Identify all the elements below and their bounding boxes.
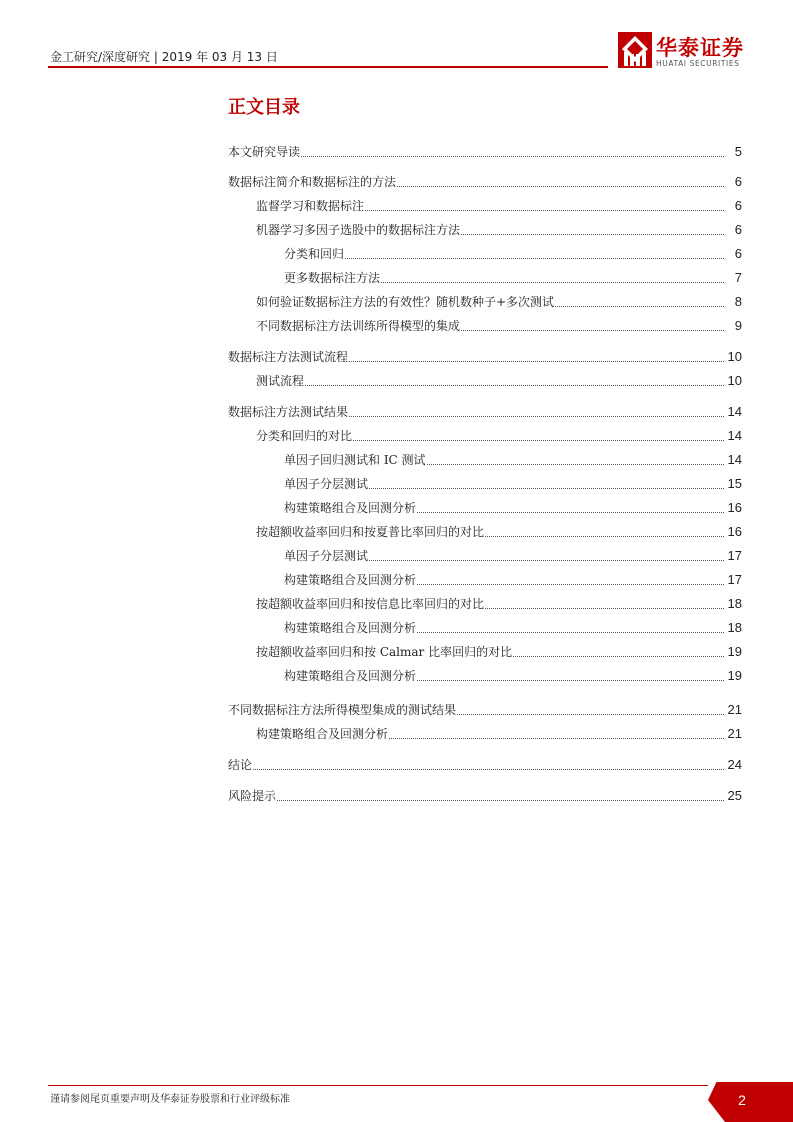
toc-entry-page: 6 [734, 246, 742, 261]
toc-entry[interactable] [284, 667, 742, 685]
toc-entry[interactable] [256, 595, 742, 613]
toc-entry[interactable] [228, 756, 742, 774]
toc-entry-label: 构建策略组合及回测分析 [284, 573, 417, 587]
toc-leader-dots [256, 385, 724, 386]
toc-entry-label: 按超额收益率回归和按夏普比率回归的对比 [256, 525, 485, 539]
toc-entry-label: 按超额收益率回归和按信息比率回归的对比 [256, 597, 485, 611]
toc-title: 正文目录 [228, 97, 300, 118]
toc-entry[interactable] [228, 348, 742, 366]
toc-entry-label: 不同数据标注方法训练所得模型的集成 [256, 319, 461, 333]
toc-entry[interactable] [256, 197, 742, 215]
toc-entry-page: 24 [727, 757, 742, 772]
toc-entry-page: 25 [727, 788, 742, 803]
toc-entry-page: 9 [734, 318, 742, 333]
toc-entry[interactable] [228, 143, 742, 161]
toc-entry[interactable] [256, 293, 742, 311]
toc-entry-label: 不同数据标注方法所得模型集成的测试结果 [228, 703, 457, 717]
toc-entry[interactable] [228, 173, 742, 191]
toc-entry[interactable] [284, 475, 742, 493]
toc-leader-dots [228, 800, 724, 801]
toc-entry-page: 18 [727, 620, 742, 635]
toc-entry-page: 6 [734, 174, 742, 189]
toc-entry-page: 6 [734, 222, 742, 237]
toc-entry-label: 构建策略组合及回测分析 [256, 727, 389, 741]
toc-entry[interactable] [284, 269, 742, 287]
header-divider [48, 66, 608, 68]
toc-entry-page: 18 [727, 596, 742, 611]
toc-entry-label: 更多数据标注方法 [284, 271, 381, 285]
toc-entry-page: 8 [734, 294, 742, 309]
toc-entry-label: 单因子分层测试 [284, 477, 369, 491]
toc-entry[interactable] [284, 245, 742, 263]
toc-entry-page: 14 [727, 404, 742, 419]
toc-entry[interactable] [284, 499, 742, 517]
toc-entry-page: 21 [727, 702, 742, 717]
toc-entry-page: 15 [727, 476, 742, 491]
toc-entry[interactable] [256, 221, 742, 239]
toc-entry[interactable] [284, 451, 742, 469]
toc-entry-page: 10 [727, 349, 742, 364]
huatai-logo-icon [618, 32, 652, 68]
toc-entry-page: 19 [727, 668, 742, 683]
toc-leader-dots [284, 258, 724, 259]
toc-entry[interactable] [228, 787, 742, 805]
toc-entry[interactable] [228, 403, 742, 421]
toc-entry[interactable] [228, 701, 742, 719]
toc-entry-page: 14 [727, 428, 742, 443]
toc-entry-page: 10 [727, 373, 742, 388]
toc-entry-label: 单因子回归测试和 IC 测试 [284, 453, 426, 467]
toc-entry[interactable] [256, 523, 742, 541]
toc-entry-label: 按超额收益率回归和按 Calmar 比率回归的对比 [256, 645, 513, 659]
toc-entry[interactable] [256, 427, 742, 445]
logo-chinese-name: 华泰证券 [656, 36, 744, 60]
toc-entry-label: 测试流程 [256, 374, 305, 388]
toc-entry-label: 机器学习多因子选股中的数据标注方法 [256, 223, 461, 237]
toc-entry-label: 数据标注方法测试结果 [228, 405, 349, 419]
toc-entry-page: 17 [727, 548, 742, 563]
header-text: 金工研究/深度研究 | 2019 年 03 月 13 日 [50, 50, 278, 64]
page-number: 2 [738, 1092, 746, 1108]
footer-divider [48, 1085, 708, 1086]
toc-entry-label: 本文研究导读 [228, 145, 301, 159]
toc-entry-page: 17 [727, 572, 742, 587]
toc-entry[interactable] [284, 571, 742, 589]
toc-entry-page: 16 [727, 524, 742, 539]
footer-disclaimer: 谨请参阅尾页重要声明及华泰证券股票和行业评级标准 [50, 1094, 290, 1105]
toc-leader-dots [228, 156, 724, 157]
toc-entry[interactable] [256, 317, 742, 335]
toc-entry-label: 构建策略组合及回测分析 [284, 669, 417, 683]
toc-entry-label: 监督学习和数据标注 [256, 199, 365, 213]
huatai-logo [618, 32, 748, 72]
toc-entry[interactable] [284, 619, 742, 637]
logo-english-name: HUATAI SECURITIES [656, 59, 740, 68]
toc-entry-page: 16 [727, 500, 742, 515]
toc-entry-label: 构建策略组合及回测分析 [284, 501, 417, 515]
toc-entry-page: 14 [727, 452, 742, 467]
toc-entry-page: 6 [734, 198, 742, 213]
toc-entry[interactable] [256, 725, 742, 743]
toc-entry-label: 风险提示 [228, 789, 277, 803]
toc-entry-label: 如何验证数据标注方法的有效性？随机数种子+多次测试 [256, 295, 555, 309]
toc-entry-label: 数据标注方法测试流程 [228, 350, 349, 364]
toc-entry-label: 分类和回归的对比 [256, 429, 353, 443]
toc-entry-page: 21 [727, 726, 742, 741]
toc-entry-page: 5 [734, 144, 742, 159]
toc-entry-label: 结论 [228, 758, 253, 772]
toc-entry-page: 7 [734, 270, 742, 285]
toc-entry-label: 分类和回归 [284, 247, 345, 261]
toc-entry-label: 构建策略组合及回测分析 [284, 621, 417, 635]
toc-entry-label: 单因子分层测试 [284, 549, 369, 563]
toc-entry[interactable] [256, 372, 742, 390]
toc-entry[interactable] [284, 547, 742, 565]
toc-leader-dots [228, 769, 724, 770]
toc-entry-label: 数据标注简介和数据标注的方法 [228, 175, 397, 189]
toc-entry[interactable] [256, 643, 742, 661]
toc-entry-page: 19 [727, 644, 742, 659]
